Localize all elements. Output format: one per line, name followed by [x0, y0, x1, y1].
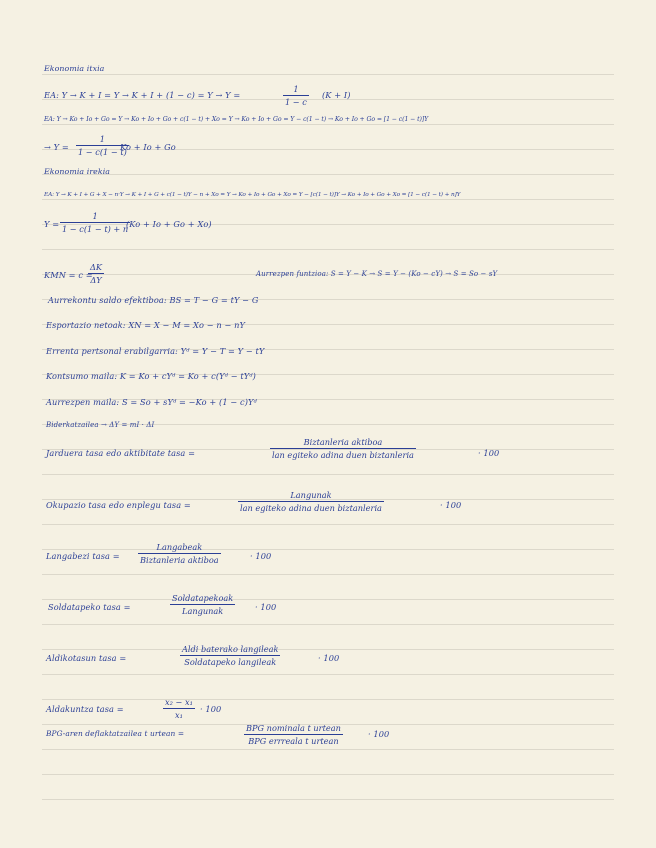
fraction-numerator: 1 — [99, 134, 106, 144]
fraction-numerator: 1 — [92, 211, 98, 221]
ruled-line — [42, 574, 614, 575]
biderkatzailea: Biderkatzailea → ΔY = mI · ΔI — [46, 421, 155, 429]
aldikotasun-tasa-tail: · 100 — [318, 653, 340, 663]
aldakuntza-tasa-fraction — [163, 697, 195, 720]
bpg-deflaktatzailea-tail: · 100 — [368, 729, 390, 739]
bpg-deflaktatzailea-fraction — [244, 723, 343, 746]
ruled-line — [42, 524, 614, 525]
soldatapeko-tasa-fraction — [170, 593, 235, 616]
aldakuntza-tasa-lead: Aldakuntza tasa = — [46, 704, 124, 714]
aldakuntza-tasa-tail: · 100 — [200, 704, 222, 714]
fraction-denominator: x₁ — [174, 710, 183, 720]
aldikotasun-tasa-fraction — [180, 644, 280, 667]
open-eq2-fraction — [60, 211, 130, 234]
ruled-line — [42, 674, 614, 675]
ruled-line — [42, 799, 614, 800]
fraction-denominator: lan egiteko adina duen biztanleria — [272, 450, 414, 460]
jarduera-tasa-fraction — [270, 437, 416, 460]
fraction-denominator: BPG errreala t urtean — [248, 736, 339, 746]
ruled-line — [42, 774, 614, 775]
errenta-pertsonal: Errenta pertsonal erabilgarria: Yᵈ = Y − T = Y − tY — [46, 346, 265, 356]
closed-economy-equation-1 — [44, 90, 240, 100]
aldikotasun-tasa-lead: Aldikotasun tasa = — [46, 653, 127, 663]
equation-text: EA: Y → K + I = Y → K + I + (1 − c) = Y → Y = — [44, 90, 241, 100]
jarduera-tasa-tail: · 100 — [478, 448, 500, 458]
fraction-numerator: x₂ − x₁ — [165, 697, 193, 707]
fraction-numerator: Soldatapekoak — [172, 593, 234, 603]
kmn-lead: KMN = c = — [44, 270, 93, 280]
ruled-line — [42, 549, 614, 550]
fraction-numerator: BPG nominala t urtean — [246, 723, 341, 733]
fraction-numerator: 1 — [293, 84, 299, 94]
closed-eq3-lead: → Y = — [44, 142, 69, 152]
fraction-denominator: 1 − c(1 − t) + n — [62, 224, 129, 234]
fraction-denominator: 1 − c(1 − t) — [78, 147, 127, 157]
ruled-line — [42, 699, 614, 700]
fraction-denominator: ΔY — [90, 275, 102, 285]
open-eq2-tail: (Ko + Io + Go + Xo) — [126, 219, 212, 229]
okupazio-tasa-fraction — [238, 490, 384, 513]
okupazio-tasa-tail: · 100 — [440, 500, 462, 510]
ruled-line — [42, 624, 614, 625]
langabezia-tasa-tail: · 100 — [250, 551, 272, 561]
ruled-line — [42, 174, 614, 175]
section-heading-closed-economy: Ekonomia itxia — [44, 64, 105, 73]
aurrekontu-saldo: Aurrekontu saldo efektiboa: BS = T − G = tY − G — [48, 295, 259, 305]
ruled-line — [42, 249, 614, 250]
jarduera-tasa-lead: Jarduera tasa edo aktibitate tasa = — [46, 448, 196, 458]
okupazio-tasa-lead: Okupazio tasa edo enplegu tasa = — [46, 500, 191, 510]
fraction-numerator: Aldi baterako langileak — [182, 644, 279, 654]
closed-eq3-tail: Ko + Io + Go — [120, 142, 176, 152]
closed-eq1-tail: (K + I) — [322, 90, 351, 100]
closed-economy-equation-2: EA: Y → Ko + Io + Go = Y → Ko + Io + Go + c(1 − t) + Xo = Y → Ko + Io + Go = Y − c(1 − t) → Ko + Io + Go = [1 − c(1 − t)]Y — [44, 116, 429, 123]
langabezia-tasa-lead: Langabezi tasa = — [46, 551, 120, 561]
ruled-line — [42, 199, 614, 200]
kmn-fraction — [88, 262, 104, 285]
esportazio-netoak: Esportazio netoak: XN = X − M = Xo − n − nY — [46, 320, 245, 330]
fraction-denominator: lan egiteko adina duen biztanleria — [240, 503, 382, 513]
bpg-deflaktatzailea-lead: BPG-aren deflaktatzailea t urtean = — [46, 729, 185, 738]
fraction-denominator: 1 − c — [285, 97, 307, 107]
fraction-denominator: Soldatapeko langileak — [184, 657, 277, 667]
closed-eq1-fraction — [283, 84, 309, 107]
fraction-denominator: Langunak — [182, 606, 224, 616]
aurrezpen-funtzioa: Aurrezpen funtzioa: S = Y − K → S = Y − (Ko − cY) → S = So − sY — [256, 270, 498, 278]
soldatapeko-tasa-lead: Soldatapeko tasa = — [48, 602, 131, 612]
ruled-line — [42, 599, 614, 600]
ruled-line — [42, 124, 614, 125]
ruled-line — [42, 649, 614, 650]
ruled-line — [42, 74, 614, 75]
fraction-numerator: Biztanleria aktiboa — [303, 437, 383, 447]
fraction-numerator: Langunak — [290, 490, 332, 500]
fraction-denominator: Biztanleria aktiboa — [140, 555, 219, 565]
fraction-numerator: Langabeak — [156, 542, 203, 552]
section-heading-open-economy: Ekonomia irekia — [44, 167, 111, 176]
kontsumo-maila: Kontsumo maila: K = Ko + cYᵈ = Ko + c(Yᵈ − tYᵈ) — [46, 371, 256, 381]
fraction-numerator: ΔK — [90, 262, 103, 272]
aurrezpen-maila: Aurrezpen maila: S = So + sYᵈ = −Ko + (1 − c)Yᵈ — [46, 397, 257, 407]
ruled-line — [42, 474, 614, 475]
open-economy-equation-1: EA: Y → K + I + G + X − n·Y → K + I + G + c(1 − t)Y − n + Xo = Y → Ko + Io + Go + Xo = Y − [c(1 − t)]Y → Ko + Io + Go + Xo = [1 − c(1 − t) + n]Y — [44, 192, 461, 198]
soldatapeko-tasa-tail: · 100 — [255, 602, 277, 612]
open-eq2-lead: Y = — [44, 219, 60, 229]
ruled-line — [42, 749, 614, 750]
langabezia-tasa-fraction — [138, 542, 221, 565]
